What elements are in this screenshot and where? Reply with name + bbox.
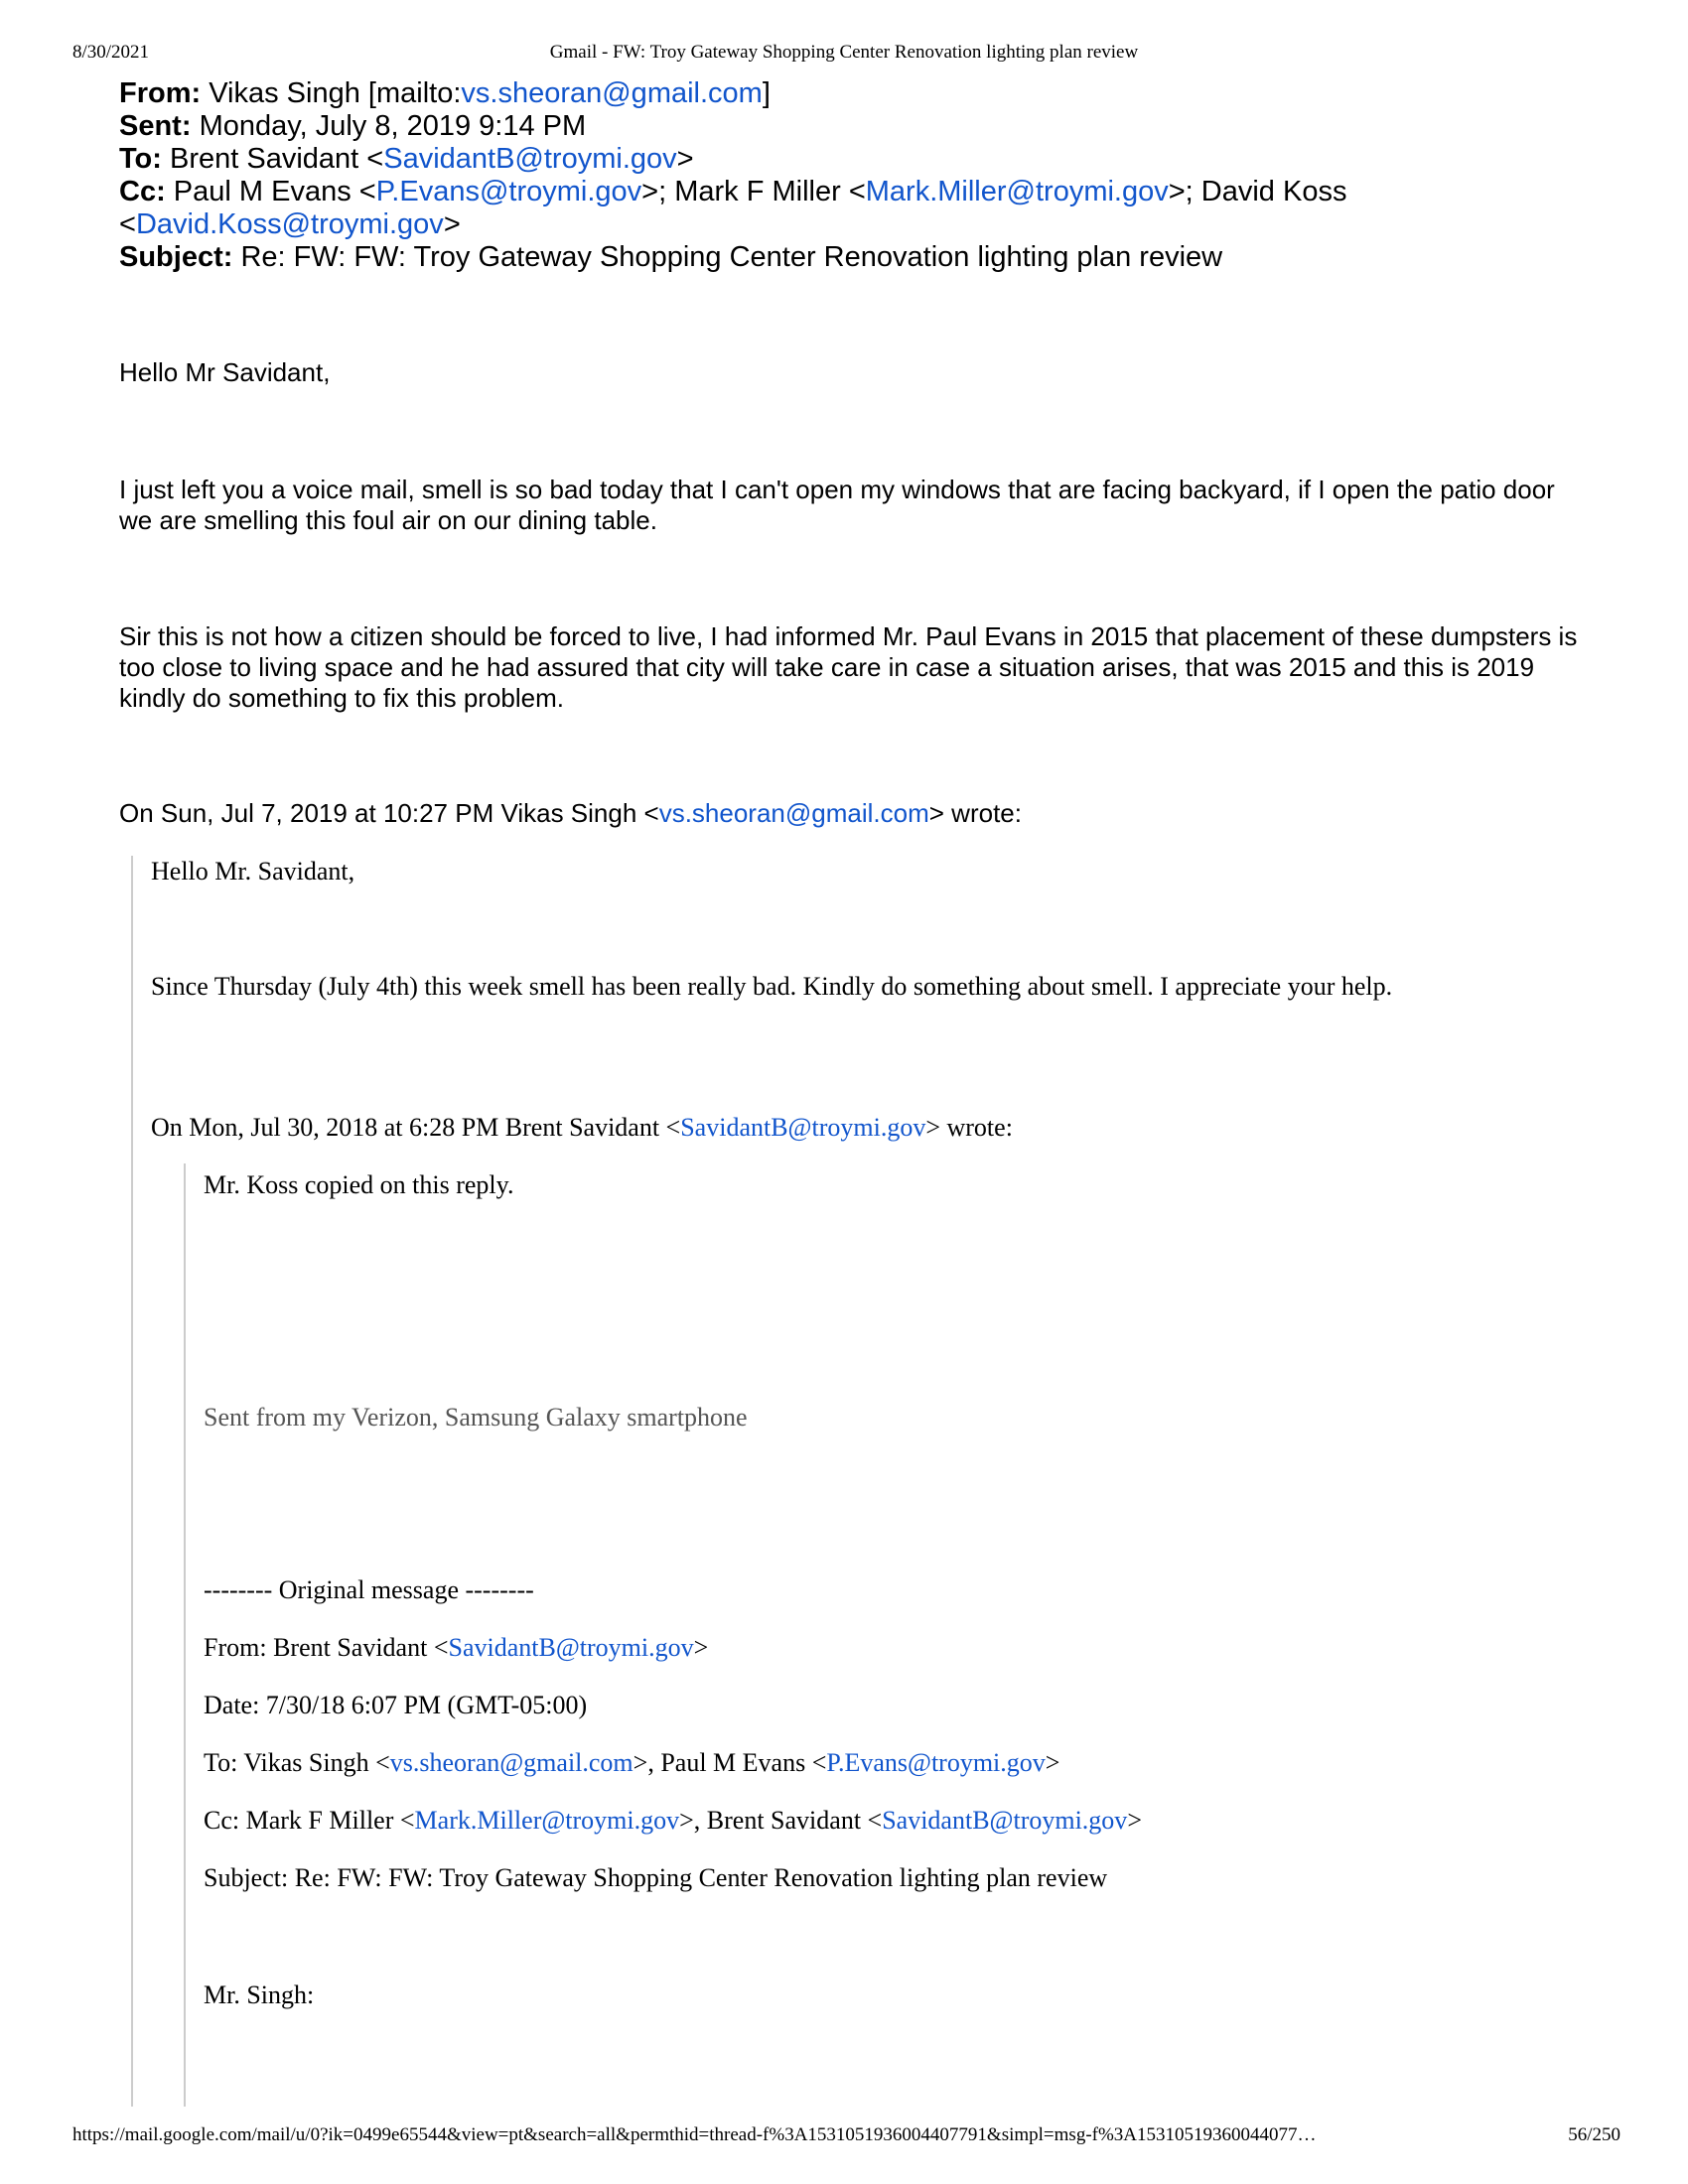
print-date: 8/30/2021 (72, 42, 150, 63)
original-cc (204, 1805, 1142, 1836)
original-message-separator: -------- Original message -------- (204, 1575, 534, 1604)
email-headers (119, 77, 1579, 274)
from-email-link[interactable]: vs.sheoran@gmail.com (461, 77, 763, 109)
quote1-intro (151, 1112, 1013, 1143)
cc-name1: Paul M Evans < (173, 176, 376, 207)
original-from-pre: From: Brent Savidant < (204, 1633, 449, 1662)
quoted-reply-2 (184, 1163, 1566, 2107)
quote2-line1: Mr. Koss copied on this reply. (204, 1170, 514, 1199)
original-cc-pre: Cc: Mark F Miller < (204, 1806, 415, 1835)
subject-line (119, 241, 1579, 274)
sent-value: Monday, July 8, 2019 9:14 PM (199, 110, 587, 142)
original-cc-email1-link[interactable]: Mark.Miller@troymi.gov (414, 1806, 680, 1835)
subject-value: Re: FW: FW: Troy Gateway Shopping Center Renovation lighting plan review (240, 241, 1223, 273)
original-cc-email2-link[interactable]: SavidantB@troymi.gov (882, 1806, 1128, 1835)
quote1-intro-pre: On Mon, Jul 30, 2018 at 6:28 PM Brent Savidant < (151, 1113, 681, 1142)
original-cc-mid: >, Brent Savidant < (679, 1806, 883, 1835)
quote-intro-pre: On Sun, Jul 7, 2019 at 10:27 PM Vikas Singh < (119, 798, 659, 828)
original-salutation: Mr. Singh: (204, 1980, 315, 2009)
cc-close3: > (443, 208, 461, 240)
to-name: Brent Savidant < (170, 143, 384, 175)
original-date: Date: 7/30/18 6:07 PM (GMT-05:00) (204, 1691, 588, 1719)
email-content (119, 77, 1579, 828)
quote1-intro-post: > wrote: (925, 1113, 1013, 1142)
quote1-greeting: Hello Mr. Savidant, (151, 857, 355, 886)
paragraph-2: Sir this is not how a citizen should be forced to live, I had informed Mr. Paul Evans in 2015 that placement of these dumpsters is too close to living space and he had assured that city will take care in case a situation arises, that was 2015 and this is 2019 kindly do something to fix this problem. (119, 621, 1578, 713)
quote1-intro-email-link[interactable]: SavidantB@troymi.gov (680, 1113, 926, 1142)
cc-line (119, 176, 1579, 208)
to-close: > (676, 143, 694, 175)
quote-intro-email-link[interactable]: vs.sheoran@gmail.com (658, 798, 929, 828)
sent-line (119, 110, 1579, 143)
original-subject: Subject: Re: FW: FW: Troy Gateway Shopping Center Renovation lighting plan review (204, 1863, 1108, 1892)
original-from-email-link[interactable]: SavidantB@troymi.gov (448, 1633, 694, 1662)
original-to-email1-link[interactable]: vs.sheoran@gmail.com (389, 1748, 633, 1777)
original-to-pre: To: Vikas Singh < (204, 1748, 390, 1777)
print-url: https://mail.google.com/mail/u/0?ik=0499e65544&view=pt&search=all&permthid=thread-f%3A1531051936004407791&simpl=msg-f%3A15310519360044077… (72, 2124, 1317, 2145)
page-number: 56/250 (1568, 2124, 1620, 2145)
from-close: ] (762, 77, 771, 109)
cc-sep2: >; David Koss (1168, 176, 1347, 207)
print-title: Gmail - FW: Troy Gateway Shopping Center Renovation lighting plan review (549, 42, 1139, 63)
sent-label: Sent: (119, 110, 192, 142)
cc-label: Cc: (119, 176, 166, 207)
cc-open3: < (119, 208, 136, 240)
cc-email2-link[interactable]: Mark.Miller@troymi.gov (865, 176, 1169, 207)
quote-intro-post: > wrote: (928, 798, 1022, 828)
from-label: From: (119, 77, 202, 109)
quote2-signature: Sent from my Verizon, Samsung Galaxy smartphone (204, 1403, 748, 1432)
original-to-email2-link[interactable]: P.Evans@troymi.gov (826, 1748, 1046, 1777)
to-email-link[interactable]: SavidantB@troymi.gov (383, 143, 677, 175)
cc-email1-link[interactable]: P.Evans@troymi.gov (375, 176, 642, 207)
greeting: Hello Mr Savidant, (119, 357, 331, 387)
cc-email3-link[interactable]: David.Koss@troymi.gov (135, 208, 444, 240)
to-label: To: (119, 143, 162, 175)
quote1-paragraph: Since Thursday (July 4th) this week smell has been really bad. Kindly do something about smell. I appreciate your help. (151, 972, 1393, 1001)
subject-label: Subject: (119, 241, 233, 273)
cc-sep1: >; Mark F Miller < (641, 176, 866, 207)
paragraph-1: I just left you a voice mail, smell is so bad today that I can't open my windows that are facing backyard, if I open the patio door we are smelling this foul air on our dining table. (119, 475, 1555, 535)
from-name: Vikas Singh [mailto: (209, 77, 462, 109)
original-to-mid: >, Paul M Evans < (633, 1748, 827, 1777)
original-to-post: > (1045, 1748, 1060, 1777)
original-to (204, 1747, 1059, 1778)
original-cc-post: > (1127, 1806, 1142, 1835)
quoted-reply-1 (131, 856, 1563, 2107)
original-from (204, 1632, 708, 1663)
to-line (119, 143, 1579, 176)
original-from-post: > (693, 1633, 709, 1662)
cc-line-cont (119, 208, 1579, 241)
from-line (119, 77, 1579, 110)
quote-intro (119, 798, 1022, 829)
